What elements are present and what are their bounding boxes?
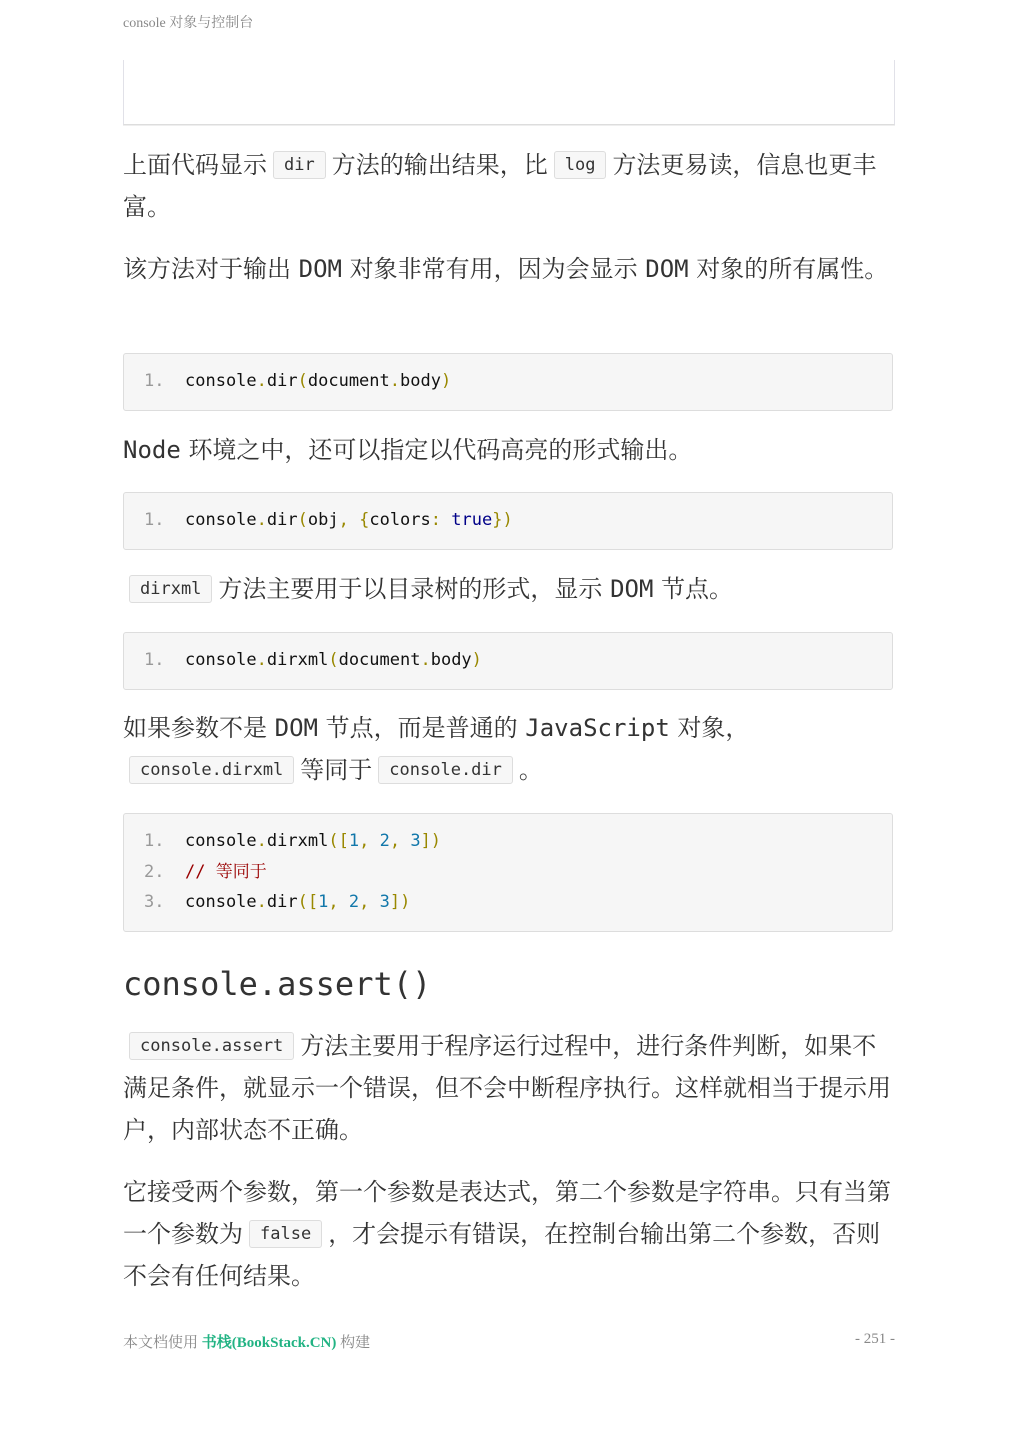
- code-token: 3: [379, 892, 390, 912]
- code-token: console: [185, 892, 257, 912]
- text-dom: DOM: [645, 255, 689, 283]
- text: 对象非常有用，因为会显示: [349, 255, 638, 283]
- code-token: console: [185, 650, 257, 670]
- paragraph-assert-intro: [123, 1025, 895, 1151]
- code-token: body: [430, 650, 472, 670]
- code-block-dir-body: [123, 353, 893, 411]
- line-number: 1.: [144, 650, 165, 670]
- line-number: 1.: [144, 371, 165, 391]
- code-token: ]): [389, 892, 411, 912]
- code-token: .: [420, 650, 431, 670]
- text: 它接受两个参数，第一个参数是表达式，第二个参数是字符串。只有当第一个参数为: [123, 1178, 891, 1248]
- paragraph-dirxml-equivalence: [123, 707, 763, 791]
- text-javascript: JavaScript: [525, 714, 670, 742]
- code-token: obj: [307, 510, 339, 530]
- text: 节点。: [661, 575, 734, 603]
- footer-attribution: [123, 1331, 370, 1352]
- text: 方法更易读，信息也更丰富。: [123, 151, 877, 221]
- code-line: [144, 366, 872, 397]
- code-token: console: [185, 510, 257, 530]
- inline-code-console-dir: console.dir: [378, 756, 513, 784]
- code-token: ): [502, 510, 513, 530]
- text-dom: DOM: [298, 255, 342, 283]
- code-token: dirxml: [266, 831, 329, 851]
- paragraph-dom-usage: [123, 248, 895, 290]
- code-token: {: [359, 510, 370, 530]
- text: 上面代码显示: [123, 151, 267, 179]
- code-token: (: [328, 650, 339, 670]
- line-number: 2.: [144, 861, 165, 882]
- text: 方法主要用于程序运行过程中，进行条件判断，如果不满足条件，就显示一个错误，但不会中断程序执行。这样就相当于提示用户，内部状态不正确。: [123, 1032, 891, 1144]
- paragraph-assert-params: [123, 1171, 895, 1297]
- code-token: .: [256, 510, 267, 530]
- code-token: colors: [369, 510, 431, 530]
- text: 等同于: [300, 756, 373, 784]
- code-token: document: [307, 371, 390, 391]
- code-token: dir: [266, 892, 298, 912]
- code-token: dir: [266, 510, 298, 530]
- paragraph-node-highlight: [123, 429, 895, 471]
- text: 环境之中，还可以指定以代码高亮的形式输出。: [188, 436, 693, 464]
- code-token: 1: [318, 892, 329, 912]
- code-token: ,: [359, 892, 370, 912]
- footer-prefix: 本文档使用: [123, 1335, 199, 1351]
- code-token: ,: [389, 831, 401, 851]
- line-number: 1.: [144, 510, 165, 530]
- inline-code-dirxml: dirxml: [129, 575, 212, 603]
- code-token: body: [400, 371, 441, 391]
- code-token: ,: [328, 892, 339, 912]
- inline-code-false: false: [249, 1220, 322, 1248]
- code-token: document: [338, 650, 421, 670]
- code-line: [144, 887, 872, 918]
- code-token: 1: [348, 831, 360, 851]
- page-header-title: console 对象与控制台: [123, 16, 254, 31]
- code-token: ): [440, 371, 452, 391]
- code-block-dirxml-body: [123, 632, 893, 690]
- code-token: ,: [338, 510, 349, 530]
- code-token: .: [256, 892, 267, 912]
- code-token: .: [256, 831, 267, 851]
- code-token: 2: [379, 831, 390, 851]
- code-block-dir-colors: [123, 492, 893, 550]
- text: 该方法对于输出: [123, 255, 291, 283]
- code-token: :: [430, 510, 442, 530]
- code-token: console: [185, 831, 257, 851]
- previous-code-block-end: [123, 60, 895, 125]
- inline-code-console-assert: console.assert: [129, 1032, 294, 1060]
- code-token: (: [297, 371, 308, 391]
- code-token: }: [492, 510, 503, 530]
- code-line: [144, 826, 872, 857]
- text: 方法的输出结果，比: [331, 151, 548, 179]
- code-token: .: [256, 650, 267, 670]
- footer-suffix: 构建: [340, 1335, 371, 1351]
- text-node: Node: [123, 436, 181, 464]
- code-token: .: [256, 371, 267, 391]
- text: ，才会提示有错误，在控制台输出第二个参数，否则不会有任何结果。: [123, 1220, 881, 1290]
- code-token: ([: [328, 831, 349, 851]
- inline-code-console-dirxml: console.dirxml: [129, 756, 294, 784]
- code-token: dir: [266, 371, 298, 391]
- text: 对象，: [677, 714, 750, 742]
- paragraph-dirxml: [123, 568, 895, 610]
- code-token: ]): [420, 831, 442, 851]
- section-heading-console-assert: console.assert(): [123, 965, 432, 1003]
- line-number: 1.: [144, 831, 165, 851]
- code-token: 3: [410, 831, 421, 851]
- page-number: - 251 -: [855, 1331, 895, 1347]
- code-token: ,: [359, 831, 370, 851]
- text: 节点，而是普通的: [325, 714, 518, 742]
- paragraph-dir-output: [123, 144, 895, 228]
- text: 如果参数不是: [123, 714, 267, 742]
- line-number: 3.: [144, 892, 165, 912]
- code-line: [144, 645, 872, 676]
- inline-code-dir: dir: [273, 151, 326, 179]
- code-line: [144, 857, 872, 888]
- code-line: [144, 505, 872, 536]
- code-token: (: [297, 510, 308, 530]
- code-token: ): [471, 650, 482, 670]
- code-block-dirxml-array: [123, 813, 893, 932]
- footer-brand-link[interactable]: 书栈(BookStack.CN): [201, 1335, 337, 1351]
- text-dom: DOM: [274, 714, 318, 742]
- code-token: true: [451, 510, 493, 530]
- code-token: .: [389, 371, 401, 391]
- code-token: ([: [297, 892, 319, 912]
- text-dom: DOM: [610, 575, 654, 603]
- text: 对象的所有属性。: [696, 255, 889, 283]
- code-token: console: [185, 371, 257, 391]
- text: 。: [518, 756, 543, 784]
- inline-code-log: log: [554, 151, 607, 179]
- code-token: 2: [348, 892, 360, 912]
- text: 方法主要用于以目录树的形式，显示: [218, 575, 603, 603]
- code-token: dirxml: [266, 650, 329, 670]
- code-comment: // 等同于: [185, 861, 267, 882]
